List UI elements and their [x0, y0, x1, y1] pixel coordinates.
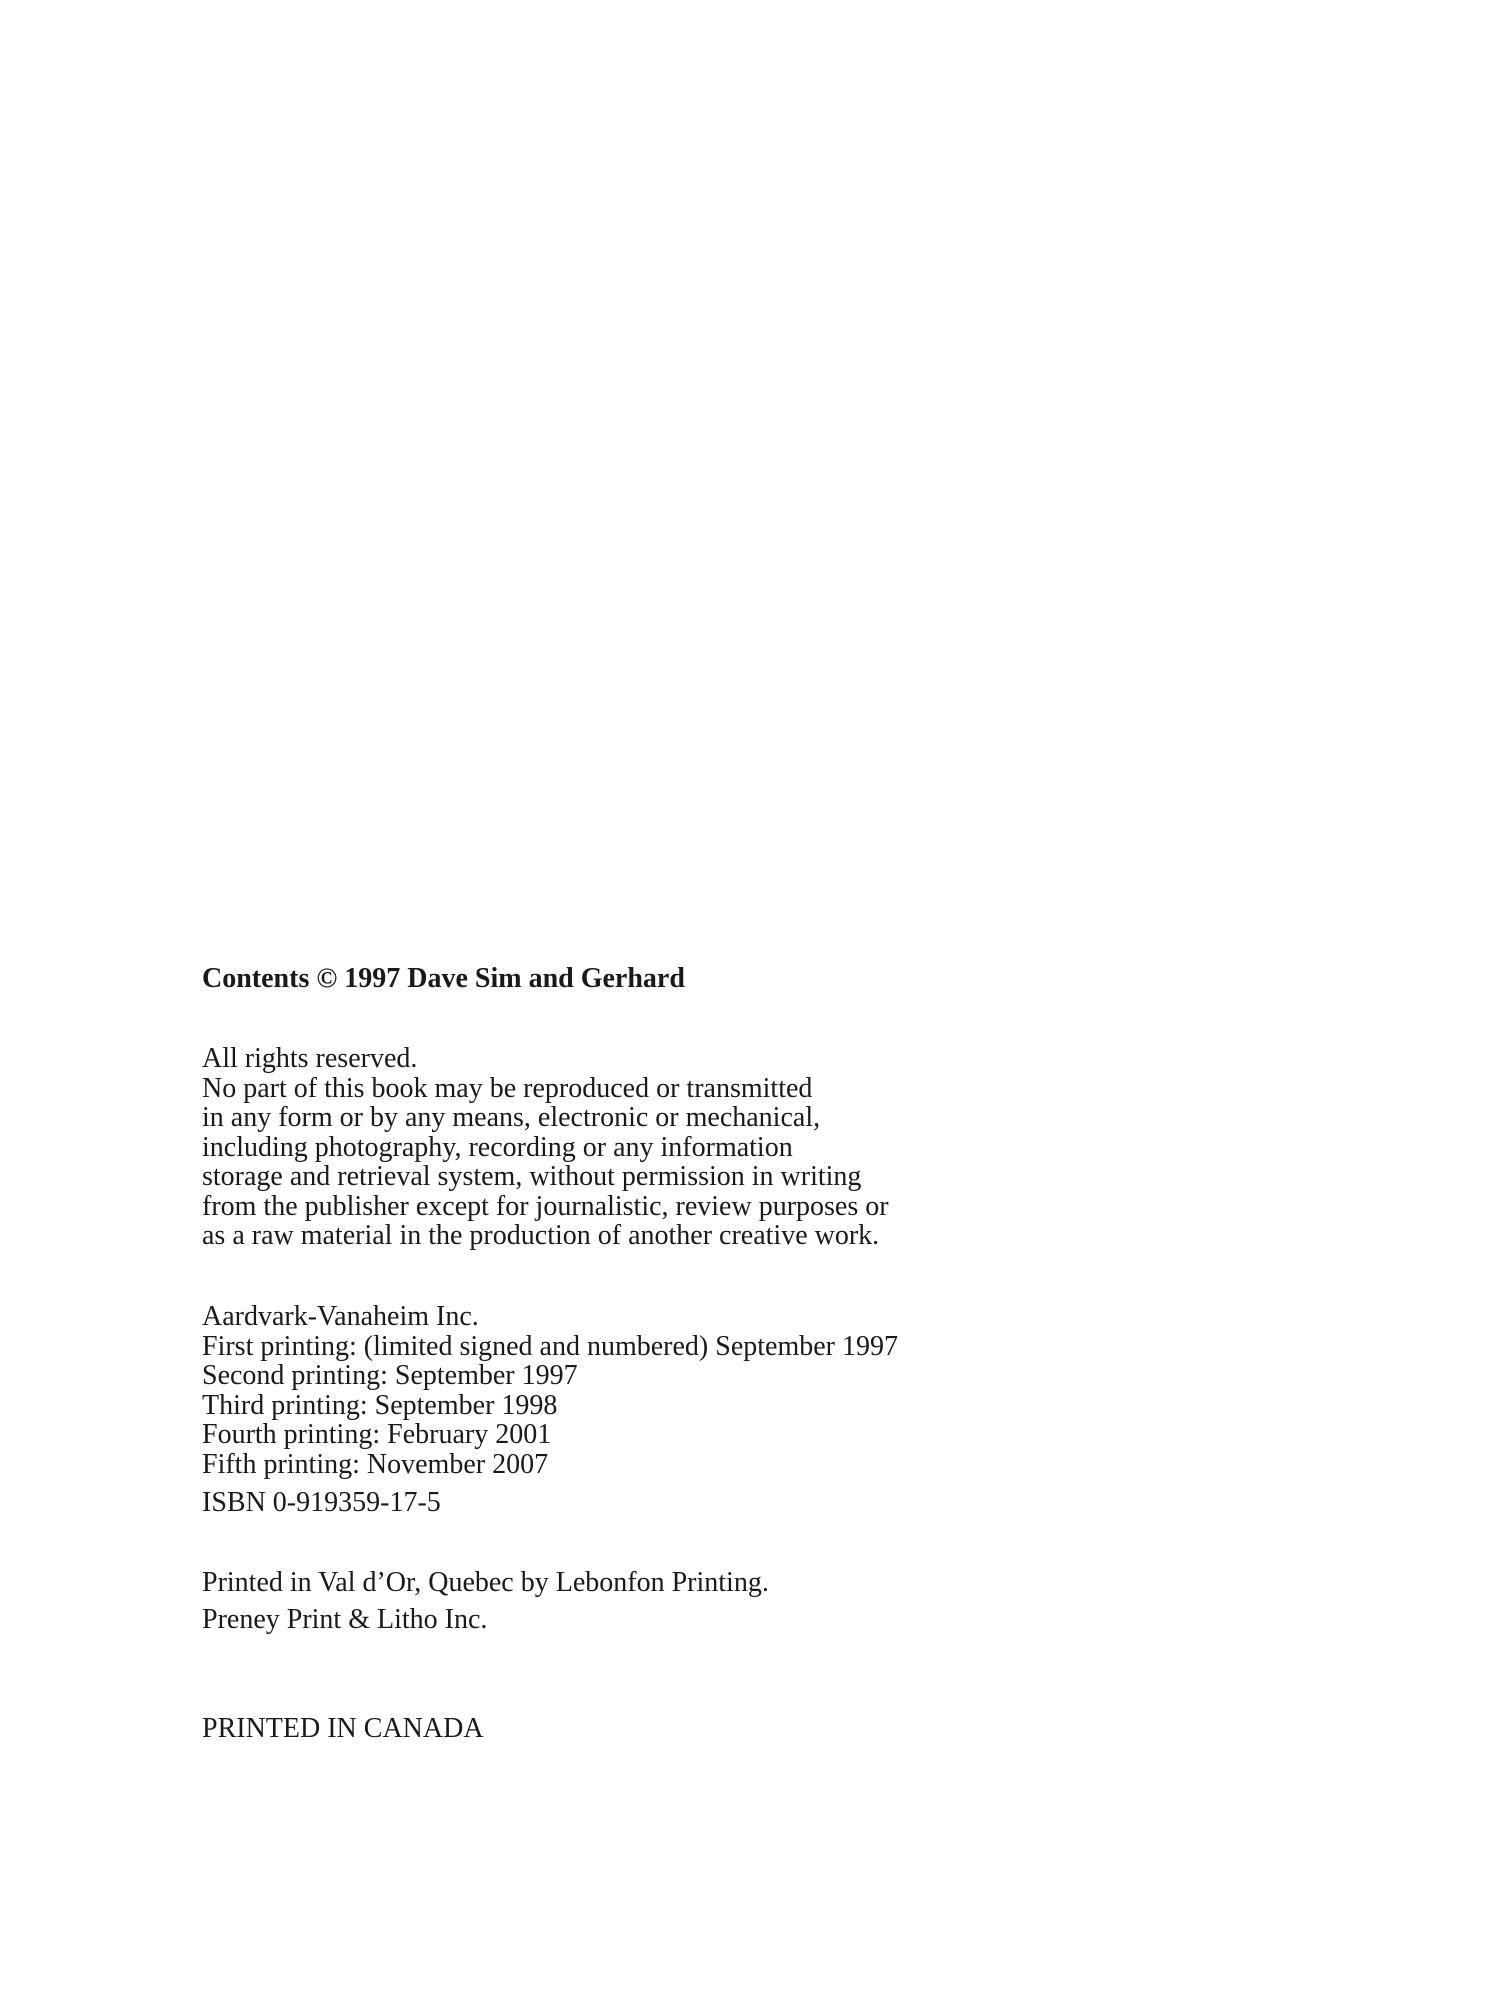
printer-line: Preney Print & Litho Inc. [202, 1604, 488, 1635]
copyright-line: Contents © 1997 Dave Sim and Gerhard [202, 963, 685, 994]
country-of-printing [202, 1714, 484, 1744]
printing-line: Fifth printing: November 2007 [202, 1448, 549, 1480]
publisher-name: Aardvark-Vanaheim Inc. [202, 1301, 479, 1332]
printer-line: Printed in Val d’Or, Quebec by Lebonfon Printing. [202, 1567, 769, 1598]
printing-line: Fourth printing: February 2001 [202, 1419, 552, 1450]
country-line: PRINTED IN CANADA [202, 1713, 484, 1744]
printer-info [202, 1564, 769, 1638]
rights-line: as a raw material in the production of another creative work. [202, 1220, 880, 1251]
copyright-notice [202, 964, 685, 994]
isbn [202, 1488, 441, 1518]
isbn-line: ISBN 0-919359-17-5 [202, 1487, 441, 1518]
printing-line: Second printing: September 1997 [202, 1360, 578, 1391]
printing-history [202, 1302, 898, 1479]
rights-line: from the publisher except for journalistic, review purposes or [202, 1190, 889, 1222]
rights-line: storage and retrieval system, without permission in writing [202, 1161, 862, 1192]
rights-line: in any form or by any means, electronic or mechanical, [202, 1102, 821, 1133]
rights-line: including photography, recording or any information [202, 1131, 793, 1163]
rights-line: All rights reserved. [202, 1043, 418, 1074]
printing-line: First printing: (limited signed and numbered) September 1997 [202, 1330, 898, 1362]
printing-line: Third printing: September 1998 [202, 1389, 558, 1421]
rights-statement [202, 1044, 889, 1251]
rights-line: No part of this book may be reproduced or transmitted [202, 1072, 813, 1104]
